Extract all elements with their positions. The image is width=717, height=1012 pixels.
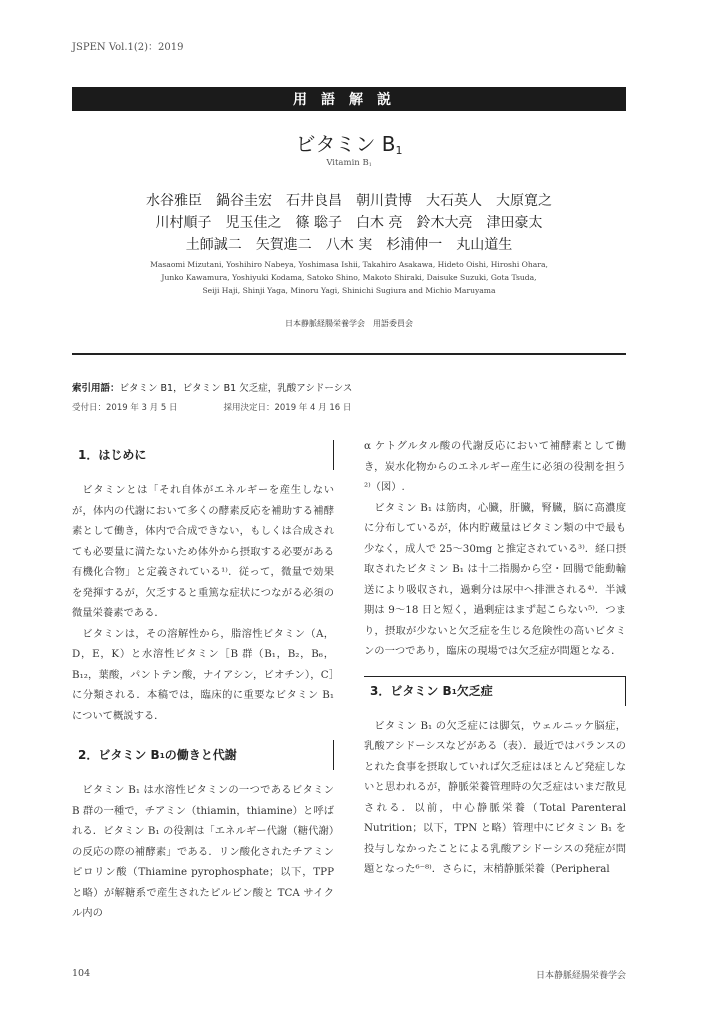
article-title: ビタミン $B_1$ <box>295 132 403 157</box>
author-line: Seiji Haji, Shinji Yaga, Minoru Yagi, Shinichi Sugiura and Michio Maruyama <box>202 286 496 295</box>
authors-english <box>72 258 626 297</box>
paragraph: ビタミン B₁ は水溶性ビタミンの一つであるビタミン B 群の一種で，チアミン（thiamin，thiamine）と呼ばれる．ビタミン B₁ の役割は「エネルギー代謝（糖代謝）の反応の際の補酵素」である．リン酸化されたチアミンピロリン酸（Thiamine pyrophosphate；以下，TPP と略）が解糖系で産生されたピルビン酸と TCA サイクル内の <box>72 784 334 919</box>
running-head: JSPEN Vol.1(2)：2019 <box>72 42 184 53</box>
paragraph: ビタミン B₁ の欠乏症には脚気，ウェルニッケ脳症，乳酸アシドーシスなどがある（表）．最近ではバランスのとれた食事を摂取していれば欠乏症はほとんど発症しないと思われるが，静脈栄養管理時の欠乏症はいまだ散見される．以前，中心静脈栄養（Total Parenteral Nutrition；以下，TPN と略）管理中にビタミン B₁ を投与しなかったことによる乳酸アシドーシスの発症が問題となった⁶⁻⁸⁾．さらに，末梢静脈栄養（Peripheral <box>364 719 626 875</box>
paragraph: ビタミンは，その溶解性から，脂溶性ビタミン（A，D，E，K）と水溶性ビタミン［B 群（B₁，B₂，B₆，B₁₂，葉酸，パントテン酸，ナイアシン，ビオチン），C］に分類される．本稿では，臨床的に重要なビタミン B₁ について概説する． <box>72 627 334 722</box>
right-column <box>364 436 626 880</box>
dates <box>72 401 351 413</box>
accepted-date: 採用決定日：2019 年 4 月 16 日 <box>223 403 352 413</box>
author-line: 水谷雅臣 鍋谷圭宏 石井良昌 朝川貴博 大石英人 大原寛之 <box>146 193 552 209</box>
section-heading-2: 2．ビタミン B $_1$ の働きと代謝 <box>72 740 334 770</box>
keywords: 索引用語：ビタミン B1，ビタミン B1 欠乏症，乳酸アシドーシス <box>72 383 353 394</box>
article-type-banner: 用語解説 <box>72 87 626 111</box>
section-heading-1: 1．はじめに <box>72 440 334 470</box>
affiliation: 日本静脈経腸栄養学会 用語委員会 <box>285 319 413 328</box>
section-heading-3: 3．ビタミン B $_1$ 欠乏症 <box>364 676 626 706</box>
paragraph: ビタミン B₁ は筋肉，心臓，肝臓，腎臓，脳に高濃度に分布しているが，体内貯蔵量はビタミン類の中で最も少なく，成人で 25～30mg と推定されている³⁾．経口摂取されたビタミン B₁ は十二指腸から空・回腸で能動輸送により吸収され，過剰分は尿中へ排泄される⁴⁾．半減期は 9～18 日と短く，過剰症はまず起こらない⁵⁾．つまり，摂取が少ないと欠乏症を生じる危険性の高いビタミンの一つであり，臨床の現場では欠乏症が問題となる． <box>364 501 626 657</box>
authors-japanese <box>72 190 626 256</box>
article-subtitle: Vitamin $B_1$ <box>326 158 372 169</box>
received-date: 受付日：2019 年 3 月 5 日 <box>72 403 178 413</box>
paragraph: ビタミンとは「それ自体がエネルギーを産生しないが，体内の代謝において多くの酵素反応を補助する補酵素として働き，体内で合成できない，もしくは合成されても必要量に満たないため体外から摂取する必要がある有機化合物」と定義されている¹⁾．従って，微量で効果を発揮するが，欠乏すると重篤な症状につながる必須の微量栄養素である． <box>72 484 334 619</box>
author-line: 川村順子 児玉佳之 篠 聡子 白木 亮 鈴木大亮 津田豪太 <box>155 215 543 231</box>
divider <box>72 353 626 355</box>
page-number: 104 <box>72 968 91 979</box>
author-line: Junko Kawamura, Yoshiyuki Kodama, Satoko Shino, Makoto Shiraki, Daisuke Suzuki, Gota Tsuda, <box>161 273 537 282</box>
paragraph: α ケトグルタル酸の代謝反応において補酵素として働き，炭水化物からのエネルギー産生に必須の役割を担う²⁾（図）. <box>364 440 626 493</box>
author-line: 土師誠二 矢賀進二 八木 実 杉浦伸一 丸山道生 <box>185 237 513 253</box>
left-column <box>72 436 334 924</box>
society-name: 日本静脈経腸栄養学会 <box>535 971 626 981</box>
author-line: Masaomi Mizutani, Yoshihiro Nabeya, Yoshimasa Ishii, Takahiro Asakawa, Hideto Oishi, Hiroshi Ohara, <box>150 260 548 269</box>
